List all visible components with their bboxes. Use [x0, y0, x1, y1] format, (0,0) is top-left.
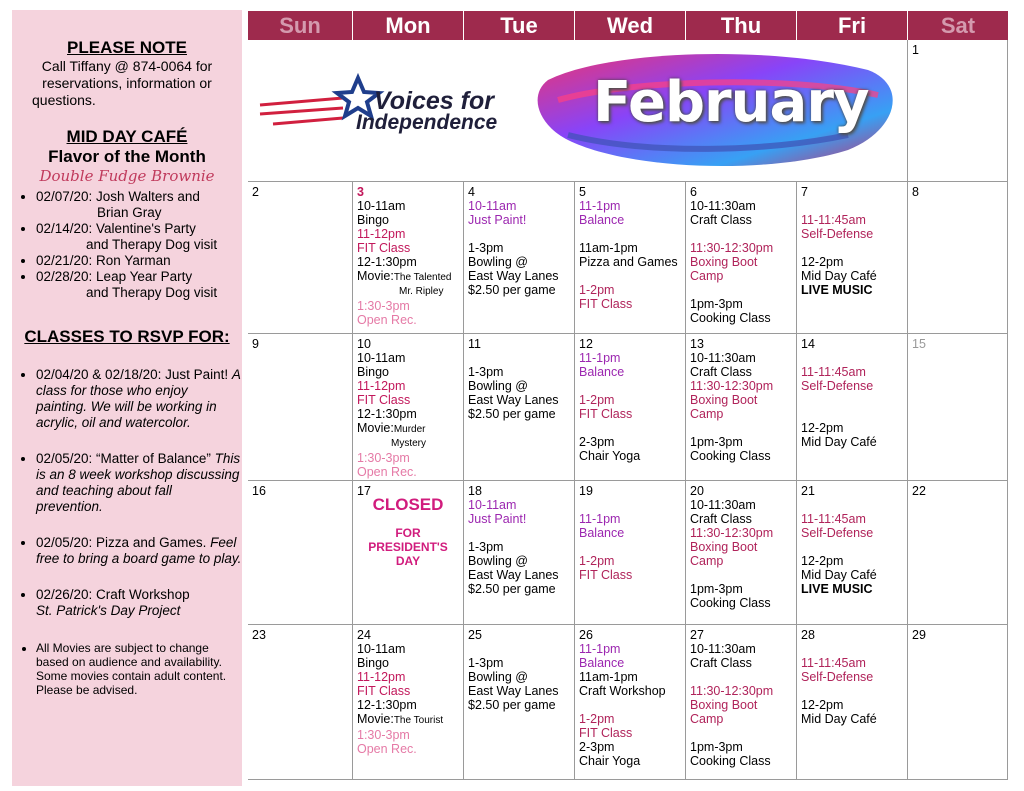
event-line: 1:30-3pm: [357, 451, 410, 465]
event-line: Bingo: [357, 213, 389, 227]
day-cell-24: [353, 625, 464, 780]
please-note-heading: PLEASE NOTE: [67, 38, 187, 57]
day-number: 17: [357, 484, 371, 498]
event-line: 11-11:45am: [801, 213, 866, 227]
day-cell-29: [908, 625, 1008, 780]
header-sat: Sat: [908, 11, 1008, 40]
event-line: Boxing Boot: [690, 255, 758, 269]
event-line: Self-Defense: [801, 379, 874, 393]
day-cell-14: [797, 334, 908, 481]
event-line: Open Rec.: [357, 313, 417, 327]
event-line: Balance: [579, 526, 625, 540]
event-line: 1-3pm: [468, 241, 504, 255]
event-line: FIT Class: [357, 684, 411, 698]
event-line: Craft Class: [690, 512, 752, 526]
day-number: 29: [912, 628, 926, 642]
event-line: Cooking Class: [690, 449, 771, 463]
day-number: 4: [468, 185, 475, 199]
day-number: 9: [252, 337, 259, 351]
event-line: 1:30-3pm: [357, 299, 410, 313]
list-item: • 02/07/20: Josh Walters and Brian Gray: [36, 189, 242, 221]
day-cell-6: [686, 182, 797, 334]
day-number: 23: [252, 628, 266, 642]
day-cell-19: [575, 481, 686, 625]
closed-reason: FOR: [395, 526, 421, 540]
header-fri: Fri: [797, 11, 907, 40]
list-item: • 02/28/20: Leap Year Party and Therapy Dog visit: [36, 269, 242, 301]
event-line: FIT Class: [357, 393, 411, 407]
day-number: 24: [357, 628, 371, 642]
event-line: $2.50 per game: [468, 407, 556, 421]
event-line: Bowling @: [468, 554, 528, 568]
event-line: Mid Day Café: [801, 435, 877, 449]
list-item: • 02/21/20: Ron Yarman: [36, 253, 242, 269]
event-line: 11:30-12:30pm: [690, 379, 774, 393]
event-line: Bingo: [357, 365, 389, 379]
closed-reason: DAY: [395, 554, 421, 568]
day-cell-7: [797, 182, 908, 334]
day-cell-28: [797, 625, 908, 780]
day-number: 15: [912, 337, 926, 351]
event-line: Balance: [579, 213, 625, 227]
day-cell-25: [464, 625, 575, 780]
event-line: 11-12pm: [357, 379, 406, 393]
sidebar: [12, 10, 242, 786]
day-number: 20: [690, 484, 704, 498]
day-number: 16: [252, 484, 266, 498]
day-number: 19: [579, 484, 593, 498]
event-line: 11-1pm: [579, 642, 621, 656]
day-cell-20: [686, 481, 797, 625]
day-cell-5: [575, 182, 686, 334]
event-line: Balance: [579, 656, 625, 670]
flavor-of-month: Double Fudge Brownie: [39, 167, 215, 185]
event-line: East Way Lanes: [468, 568, 559, 582]
closed-reason: PRESIDENT'S: [368, 540, 448, 554]
event-line: Camp: [690, 407, 724, 421]
event-line: 2-3pm: [579, 740, 615, 754]
call-line: Call Tiffany @ 874-0064 for: [41, 58, 213, 74]
event-line: Movie:Murder: [357, 421, 426, 435]
event-line: 12-1:30pm: [357, 255, 417, 269]
event-line: East Way Lanes: [468, 269, 559, 283]
calendar-grid: [248, 40, 1008, 780]
event-line: FIT Class: [579, 568, 633, 582]
event-line: Self-Defense: [801, 526, 874, 540]
event-line: 10-11am: [468, 199, 517, 213]
event-line: Open Rec.: [357, 742, 417, 756]
event-line: LIVE MUSIC: [801, 582, 873, 596]
day-cell-9: [248, 334, 353, 481]
event-line: 1pm-3pm: [690, 435, 743, 449]
event-line: Craft Workshop: [579, 684, 666, 698]
event-line: 1-3pm: [468, 365, 504, 379]
event-line: 1pm-3pm: [690, 297, 743, 311]
event-line: 10-11am: [357, 351, 406, 365]
event-line: Mr. Ripley: [399, 286, 444, 297]
day-cell-12: [575, 334, 686, 481]
event-line: Boxing Boot: [690, 698, 758, 712]
event-line: 12-1:30pm: [357, 407, 417, 421]
event-line: 10-11:30am: [690, 498, 756, 512]
event-line: Camp: [690, 712, 724, 726]
day-number: 22: [912, 484, 926, 498]
flavor-heading: Flavor of the Month: [48, 147, 206, 166]
list-item: • All Movies are subject to change based on audience and availability. Some movies contain adult content. Please be advised.: [36, 641, 242, 697]
event-line: 11-12pm: [357, 670, 406, 684]
header-thu: Thu: [686, 11, 796, 40]
event-line: $2.50 per game: [468, 582, 556, 596]
event-line: Craft Class: [690, 213, 752, 227]
day-number: 18: [468, 484, 482, 498]
event-line: Bowling @: [468, 379, 528, 393]
event-line: Cooking Class: [690, 754, 771, 768]
event-line: Just Paint!: [468, 213, 527, 227]
header-wed: Wed: [575, 11, 685, 40]
event-line: Mid Day Café: [801, 712, 877, 726]
event-line: 1-2pm: [579, 393, 615, 407]
list-item: • 02/05/20: “Matter of Balance” This is an 8 week workshop discussing and teaching about fall prevention.: [36, 451, 242, 515]
event-line: 12-1:30pm: [357, 698, 417, 712]
event-line: Cooking Class: [690, 596, 771, 610]
event-line: 11-12pm: [357, 227, 406, 241]
event-line: LIVE MUSIC: [801, 283, 873, 297]
day-cell-3: [353, 182, 464, 334]
event-line: 1pm-3pm: [690, 740, 743, 754]
event-line: $2.50 per game: [468, 283, 556, 297]
header-tue: Tue: [464, 11, 574, 40]
list-item: • 02/04/20 & 02/18/20: Just Paint! A class for those who enjoy painting. We will be working in acrylic, oil and watercolor.: [36, 367, 242, 431]
day-cell-22: [908, 481, 1008, 625]
event-line: East Way Lanes: [468, 393, 559, 407]
event-line: 11-1pm: [579, 199, 621, 213]
event-line: 10-11am: [357, 199, 406, 213]
event-line: 11:30-12:30pm: [690, 241, 774, 255]
event-line: 12-2pm: [801, 421, 844, 435]
day-cell-8: [908, 182, 1008, 334]
day-cell-26: [575, 625, 686, 780]
day-number: 28: [801, 628, 815, 642]
list-item: • 02/14/20: Valentine's Party and Therapy Dog visit: [36, 221, 242, 253]
day-cell-13: [686, 334, 797, 481]
day-number: 13: [690, 337, 704, 351]
event-line: 12-2pm: [801, 255, 844, 269]
day-cell-21: [797, 481, 908, 625]
day-cell-10: [353, 334, 464, 481]
day-cell-4: [464, 182, 575, 334]
event-line: Movie:The Tourist: [357, 712, 444, 726]
event-line: Pizza and Games: [579, 255, 678, 269]
event-line: 10-11am: [468, 498, 517, 512]
day-number: 12: [579, 337, 593, 351]
event-line: Boxing Boot: [690, 393, 758, 407]
event-line: Bowling @: [468, 255, 528, 269]
day-cell-2: [248, 182, 353, 334]
cafe-events-list: [12, 189, 242, 301]
event-line: 11am-1pm: [579, 670, 638, 684]
day-cell-18: [464, 481, 575, 625]
header-sun: Sun: [248, 11, 352, 40]
event-line: FIT Class: [579, 726, 633, 740]
header-mon: Mon: [353, 11, 463, 40]
event-line: 11-11:45am: [801, 512, 866, 526]
month-title: February: [593, 70, 869, 135]
call-line: questions.: [32, 92, 96, 108]
day-cell-15: [908, 334, 1008, 481]
event-line: 10-11:30am: [690, 199, 756, 213]
day-number: 3: [357, 185, 364, 199]
day-number: 6: [690, 185, 697, 199]
event-line: 1-3pm: [468, 540, 504, 554]
day-number: 8: [912, 185, 919, 199]
event-line: FIT Class: [579, 407, 633, 421]
call-line: reservations, information or: [42, 75, 212, 91]
list-item: • 02/05/20: Pizza and Games. Feel free to bring a board game to play.: [36, 535, 242, 567]
event-line: Self-Defense: [801, 670, 874, 684]
day-number: 1: [912, 43, 919, 57]
event-line: 10-11:30am: [690, 642, 756, 656]
event-line: 1-2pm: [579, 554, 615, 568]
event-line: 11-1pm: [579, 351, 621, 365]
day-number: 5: [579, 185, 586, 199]
event-line: Balance: [579, 365, 625, 379]
event-line: Just Paint!: [468, 512, 527, 526]
classes-heading: CLASSES TO RSVP FOR:: [24, 327, 230, 346]
day-number: 11: [468, 337, 481, 351]
day-cell-11: [464, 334, 575, 481]
event-line: 1:30-3pm: [357, 728, 410, 742]
event-line: East Way Lanes: [468, 684, 559, 698]
event-line: Self-Defense: [801, 227, 874, 241]
cafe-heading: MID DAY CAFÉ: [66, 127, 188, 146]
event-line: Craft Class: [690, 656, 752, 670]
event-line: 10-11am: [357, 642, 406, 656]
event-line: 11am-1pm: [579, 241, 638, 255]
event-line: FIT Class: [357, 241, 411, 255]
call-info: [12, 58, 242, 109]
event-line: Mystery: [391, 438, 426, 449]
event-line: Mid Day Café: [801, 568, 877, 582]
logo-text: Voices for Independence: [356, 87, 498, 134]
day-number: 21: [801, 484, 815, 498]
event-line: Cooking Class: [690, 311, 771, 325]
event-line: Bowling @: [468, 670, 528, 684]
day-number: 10: [357, 337, 371, 351]
day-number: 14: [801, 337, 815, 351]
event-line: Open Rec.: [357, 465, 417, 479]
event-line: Chair Yoga: [579, 449, 641, 463]
day-cell-23: [248, 625, 353, 780]
event-line: 11-11:45am: [801, 365, 866, 379]
event-line: 11-1pm: [579, 512, 621, 526]
event-line: 10-11:30am: [690, 351, 756, 365]
day-cell-16: [248, 481, 353, 625]
event-line: Bingo: [357, 656, 389, 670]
event-line: 1-3pm: [468, 656, 504, 670]
day-number: 2: [252, 185, 259, 199]
event-line: FIT Class: [579, 297, 633, 311]
event-line: $2.50 per game: [468, 698, 556, 712]
event-line: 1pm-3pm: [690, 582, 743, 596]
event-line: 2-3pm: [579, 435, 615, 449]
day-cell-27: [686, 625, 797, 780]
event-line: Camp: [690, 554, 724, 568]
day-number: 25: [468, 628, 482, 642]
event-line: Movie:The Talented: [357, 269, 452, 283]
event-line: Chair Yoga: [579, 754, 641, 768]
event-line: 12-2pm: [801, 698, 844, 712]
closed-label: CLOSED: [372, 495, 444, 514]
event-line: 11-11:45am: [801, 656, 866, 670]
day-cell-1: [908, 40, 1008, 182]
day-number: 26: [579, 628, 593, 642]
event-line: Craft Class: [690, 365, 752, 379]
event-line: Camp: [690, 269, 724, 283]
event-line: 1-2pm: [579, 283, 615, 297]
event-line: 11:30-12:30pm: [690, 526, 774, 540]
event-line: Mid Day Café: [801, 269, 877, 283]
list-item: • 02/26/20: Craft Workshop St. Patrick's Day Project: [36, 587, 242, 619]
day-cell-17: [353, 481, 464, 625]
day-number: 7: [801, 185, 808, 199]
day-number: 27: [690, 628, 704, 642]
event-line: Boxing Boot: [690, 540, 758, 554]
event-line: 11:30-12:30pm: [690, 684, 774, 698]
event-line: 12-2pm: [801, 554, 844, 568]
classes-list: [12, 367, 242, 697]
event-line: 1-2pm: [579, 712, 615, 726]
